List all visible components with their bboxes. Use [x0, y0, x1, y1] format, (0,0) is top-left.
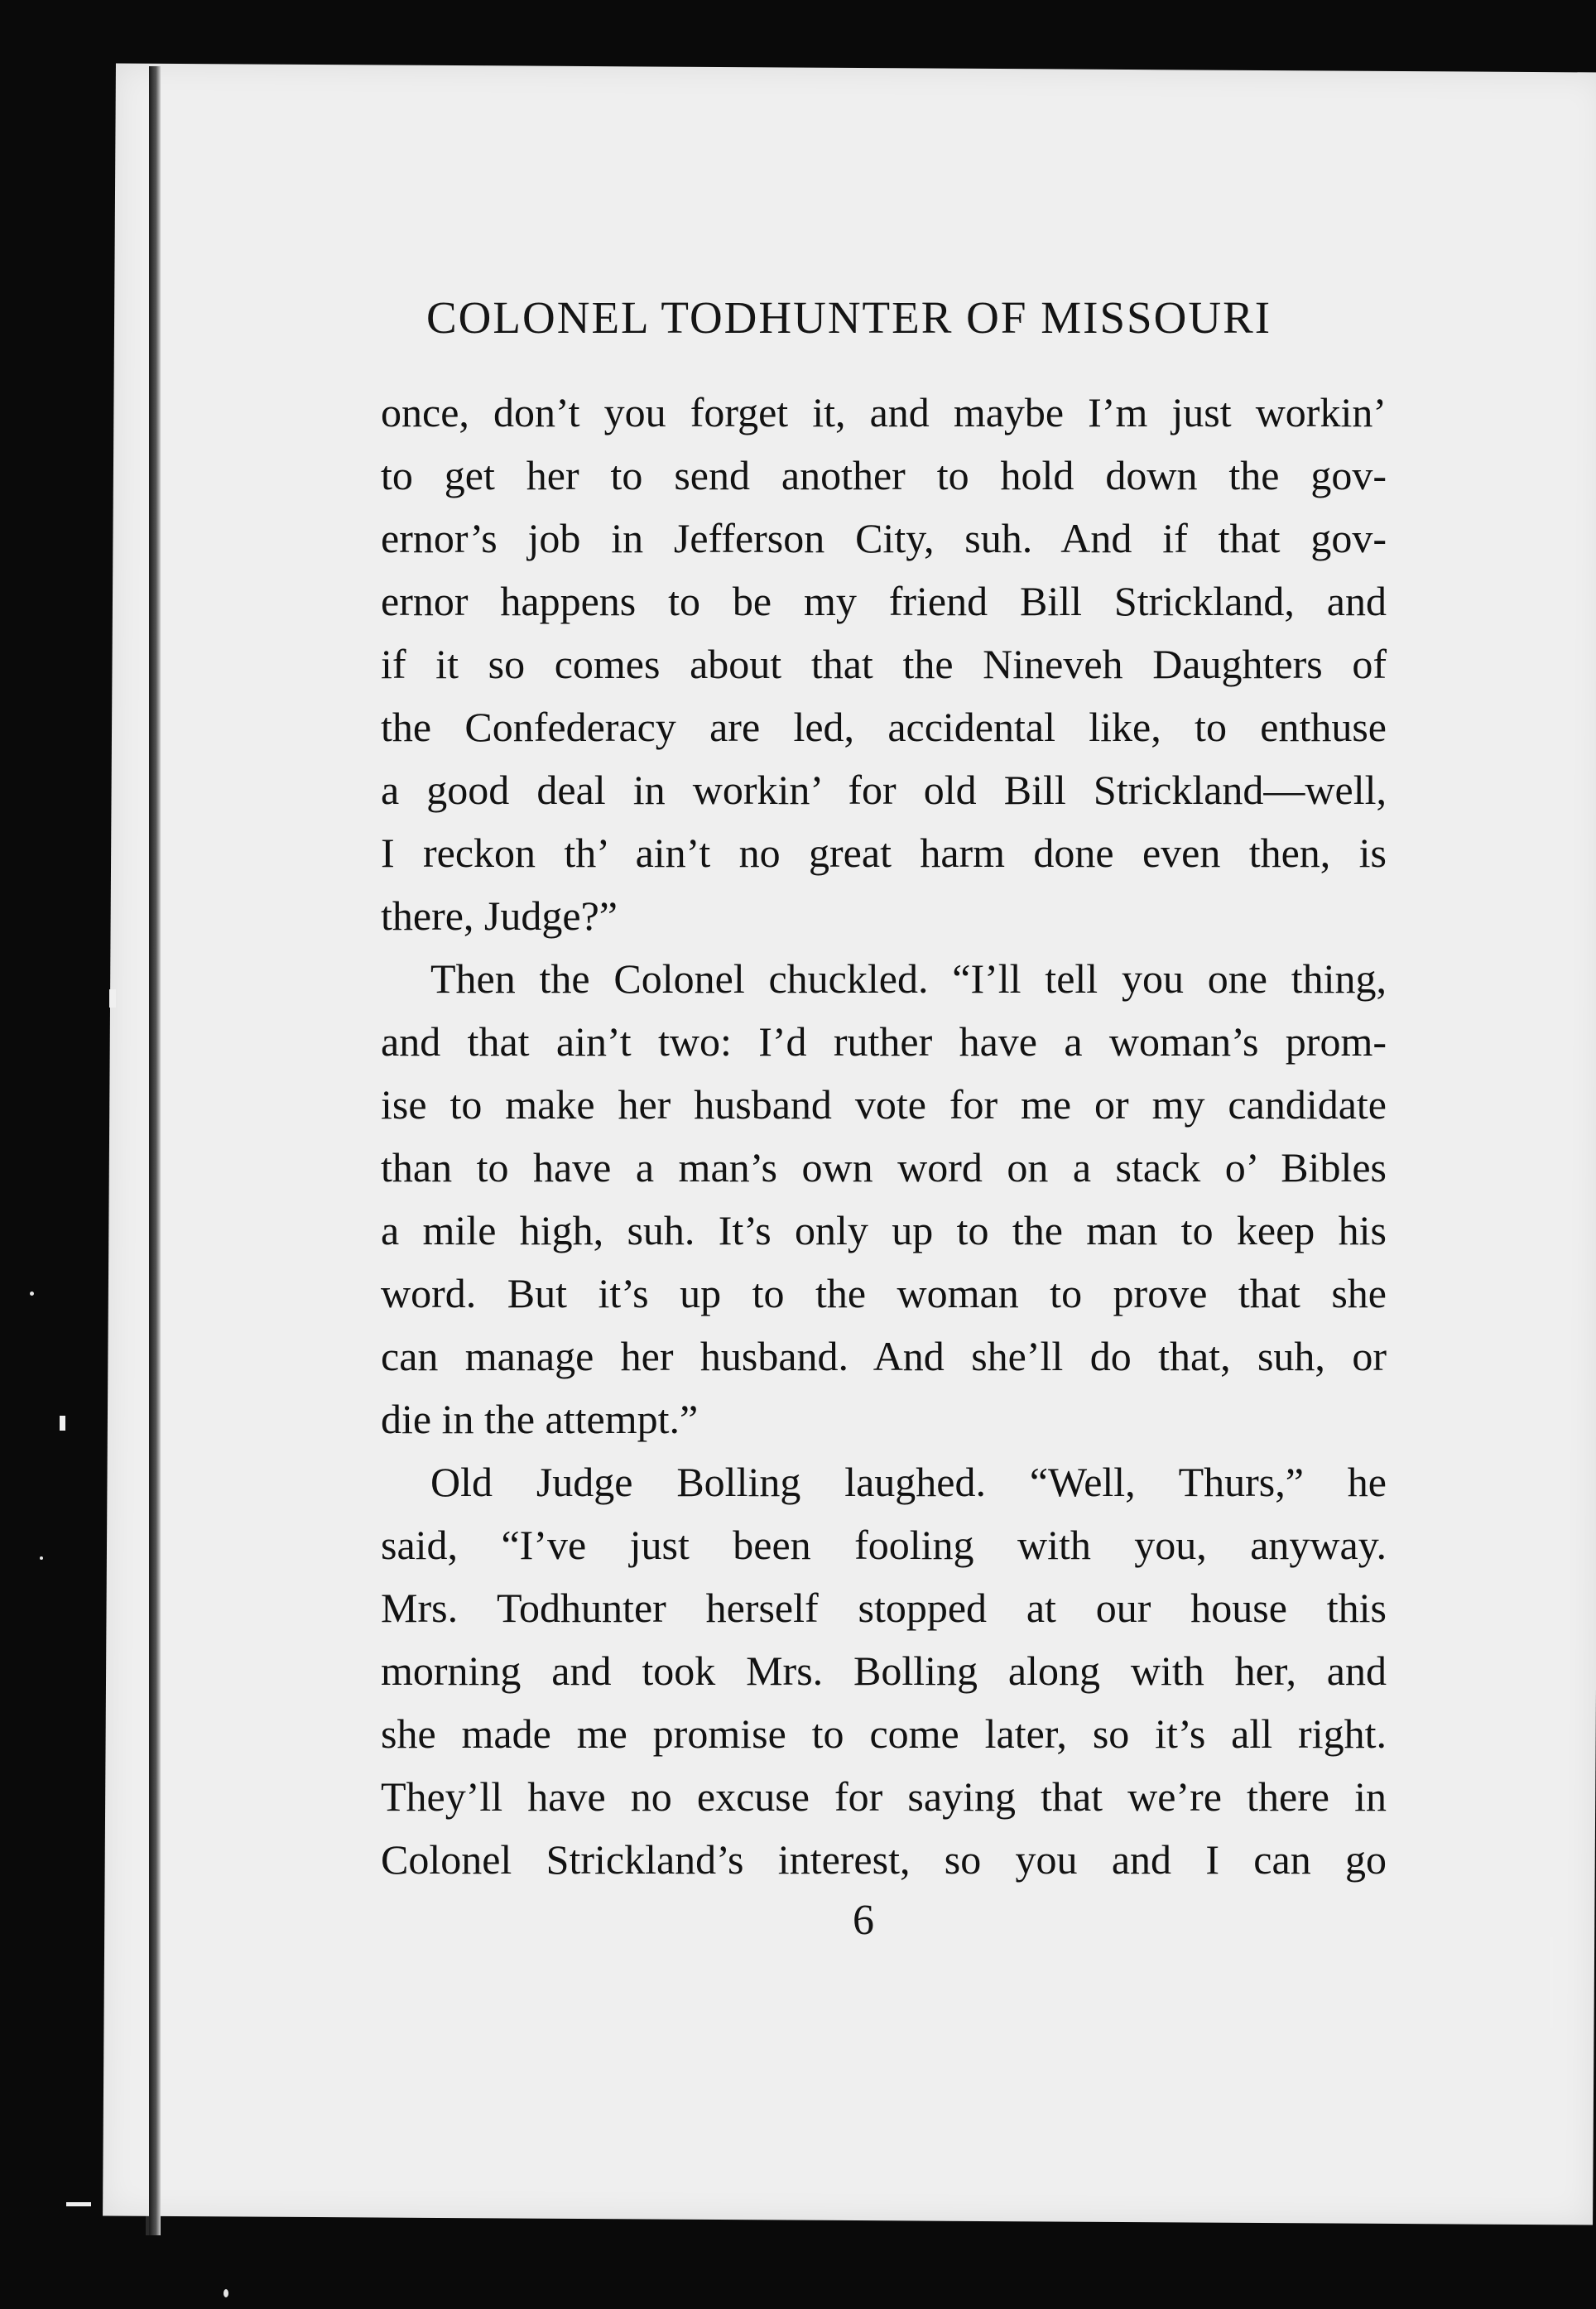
text-line: can manage her husband. And she’ll do that, suh, or: [381, 1333, 1387, 1379]
scan-artifact: [224, 2289, 228, 2297]
scan-artifact: [1550, 1937, 1553, 2028]
scan-artifact: [40, 1556, 43, 1560]
text-line: to get her to send another to hold down the gov-: [381, 452, 1387, 498]
text-line: once, don’t you forget it, and maybe I’m just workin’: [381, 389, 1387, 435]
text-line: a good deal in workin’ for old Bill Strickland—well,: [381, 767, 1387, 813]
text-line: Old Judge Bolling laughed. “Well, Thurs,” he: [430, 1459, 1387, 1505]
text-line: word. But it’s up to the woman to prove that she: [381, 1270, 1387, 1316]
text-line: if it so comes about that the Nineveh Daughters of: [381, 641, 1387, 687]
text-line: and that ain’t two: I’d ruther have a woman’s prom-: [381, 1018, 1387, 1065]
page-body-text: [381, 381, 1387, 1891]
text-line: ise to make her husband vote for me or my candidate: [381, 1081, 1387, 1128]
text-line: Then the Colonel chuckled. “I’ll tell you one thing,: [430, 955, 1387, 1002]
text-line: ernor happens to be my friend Bill Strickland, and: [381, 578, 1387, 624]
text-line: than to have a man’s own word on a stack o’ Bibles: [381, 1144, 1387, 1191]
page-gutter-edge: [149, 66, 161, 2235]
text-line: Mrs. Todhunter herself stopped at our house this: [381, 1585, 1387, 1631]
running-head: COLONEL TODHUNTER OF MISSOURI: [426, 292, 1272, 343]
text-line: ernor’s job in Jefferson City, suh. And if that gov-: [381, 515, 1387, 561]
page-number: 6: [853, 1897, 874, 1944]
scan-artifact: [66, 2202, 91, 2206]
text-line: said, “I’ve just been fooling with you, anyway.: [381, 1522, 1387, 1568]
text-line: she made me promise to come later, so it’s all right.: [381, 1710, 1387, 1757]
text-line: morning and took Mrs. Bolling along with her, and: [381, 1648, 1387, 1694]
scan-artifact: [60, 1416, 65, 1431]
scan-artifact: [109, 989, 116, 1008]
scan-artifact: [30, 1292, 34, 1296]
text-line: Colonel Strickland’s interest, so you and I can go: [381, 1836, 1387, 1883]
text-line: the Confederacy are led, accidental like, to enthuse: [381, 704, 1387, 750]
text-line: die in the attempt.”: [381, 1396, 699, 1442]
text-line: a mile high, suh. It’s only up to the man to keep his: [381, 1207, 1387, 1253]
text-line: They’ll have no excuse for saying that we’re there in: [381, 1773, 1387, 1820]
text-line: there, Judge?”: [381, 892, 618, 939]
text-line: I reckon th’ ain’t no great harm done even then, is: [381, 830, 1387, 876]
